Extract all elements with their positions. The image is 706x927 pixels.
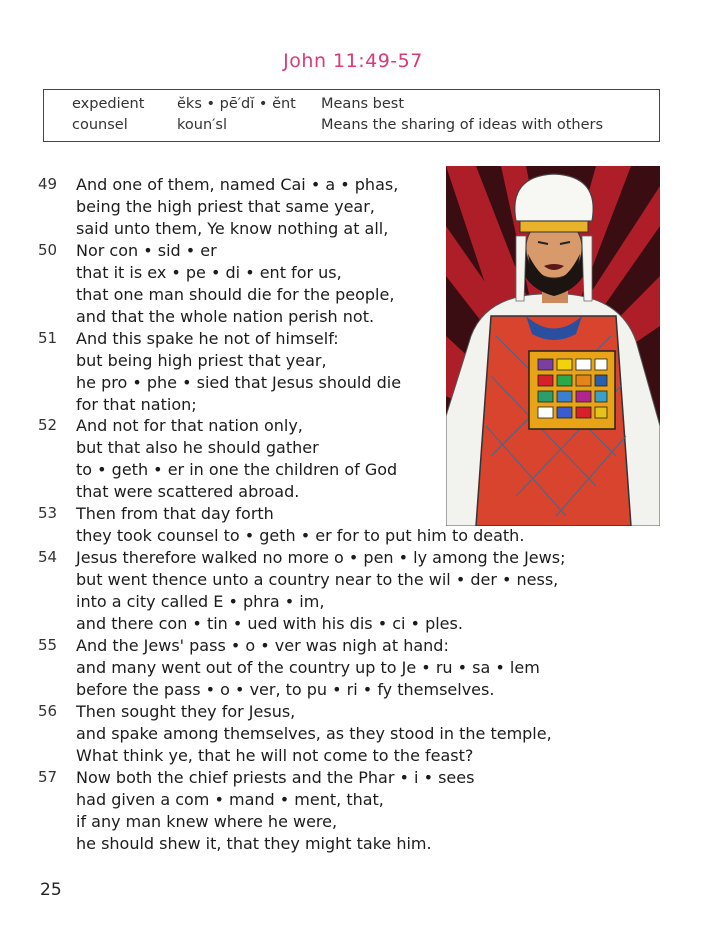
verse-number: 55 [38, 635, 58, 654]
verse-line-text: Nor con • sid • er [76, 240, 217, 260]
verse-line-text: and that the whole nation perish not. [76, 306, 375, 326]
verse-line [0, 746, 706, 768]
verse-number: 53 [38, 504, 58, 523]
verse-line-text: said unto them, Ye know nothing at all, [76, 218, 389, 238]
high-priest-illustration [446, 166, 660, 526]
page-title: John 11:49-57 [283, 50, 423, 72]
verse-line-text: Then from that day forth [76, 504, 274, 524]
vocab-word: counsel [72, 117, 128, 133]
vocab-word: expedient [72, 96, 145, 112]
verse-number: 50 [38, 240, 58, 259]
verse-line [0, 592, 706, 614]
vocab-pronunciation: koun′sl [177, 117, 228, 133]
verse-number: 52 [38, 416, 58, 435]
verse-line-text: had given a com • mand • ment, that, [76, 789, 384, 809]
page-number: 25 [40, 880, 62, 900]
vocab-pronunciation: ĕks • pē′dĭ • ĕnt [177, 96, 296, 112]
verse-line-text: Then sought they for Jesus, [76, 701, 296, 721]
verse-line-text: but that also he should gather [76, 438, 319, 458]
verse-number: 49 [38, 175, 58, 193]
verse-line-text: And one of them, named Cai • a • phas, [76, 175, 399, 194]
verse-line-text: And not for that nation only, [76, 416, 303, 436]
verse-line-text: and spake among themselves, as they stood in the temple, [76, 723, 552, 743]
verse-line-text: Jesus therefore walked no more o • pen • ly among the Jews; [76, 548, 566, 568]
verse-line-text: And the Jews' pass • o • ver was nigh at hand: [76, 635, 449, 655]
vocabulary-box [43, 89, 660, 142]
verse-line-text: he should shew it, that they might take him. [76, 833, 432, 853]
verse-line-text: What think ye, that he will not come to the feast? [76, 745, 474, 765]
verse-line-text: but went thence unto a country near to the wil • der • ness, [76, 570, 559, 590]
verse-line [0, 768, 706, 790]
verse-line [0, 570, 706, 592]
verse-line-text: if any man knew where he were, [76, 811, 338, 831]
verse-line-text: they took counsel to • geth • er for to put him to death. [76, 526, 525, 546]
verse-line [0, 834, 706, 856]
verse-line [0, 548, 706, 570]
verse-line-text: and many went out of the country up to Je • ru • sa • lem [76, 657, 540, 677]
verse-line-text: and there con • tin • ued with his dis • ci • ples. [76, 614, 463, 633]
vocabulary-row [44, 117, 659, 137]
verse-line-text: he pro • phe • sied that Jesus should die [76, 372, 402, 392]
verse-line [0, 812, 706, 834]
vocab-meaning: Means best [321, 96, 405, 112]
verse-line-text: into a city called E • phra • im, [76, 592, 325, 612]
verse-line-text: that were scattered abroad. [76, 482, 300, 502]
verse-line-text: that it is ex • pe • di • ent for us, [76, 262, 342, 282]
verse-line-text: before the pass • o • ver, to pu • ri • fy themselves. [76, 679, 495, 699]
verse-line-text: being the high priest that same year, [76, 196, 375, 216]
verse-line-text: And this spake he not of himself: [76, 328, 339, 348]
verse-line-text: for that nation; [76, 394, 197, 414]
verse-line [0, 724, 706, 746]
verse-line-text: Now both the chief priests and the Phar • i • sees [76, 767, 475, 787]
verse-number: 54 [38, 548, 58, 567]
verse-line [0, 702, 706, 724]
verse-line [0, 790, 706, 812]
verse-line-text: to • geth • er in one the children of God [76, 460, 398, 480]
verse-number: 51 [38, 328, 58, 347]
verse-line-text: that one man should die for the people, [76, 284, 395, 304]
vocab-meaning: Means the sharing of ideas with others [321, 117, 604, 133]
verse-number: 56 [38, 701, 58, 720]
verse-line-text: but being high priest that year, [76, 350, 327, 370]
verse-number: 57 [38, 767, 58, 786]
verse-line [0, 680, 706, 702]
verse-line [0, 636, 706, 658]
vocabulary-row [44, 96, 659, 116]
verse-line [0, 658, 706, 680]
verse-line [0, 614, 706, 636]
verse-line [0, 526, 706, 548]
